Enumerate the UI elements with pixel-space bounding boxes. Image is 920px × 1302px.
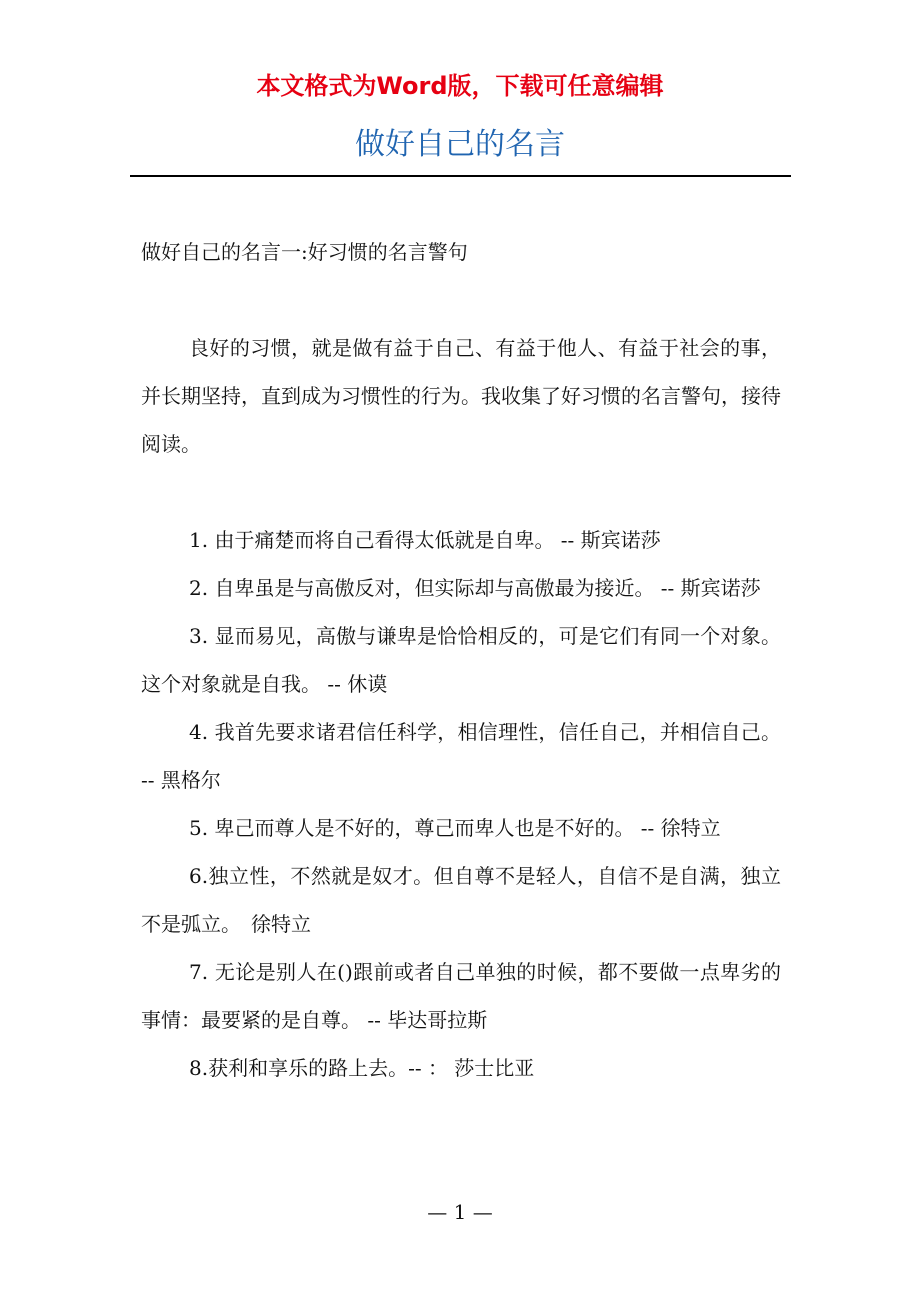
quote-item: 3. 显而易见，高傲与谦卑是恰恰相反的，可是它们有同一个对象。这个对象就是自我。 -- 休谟 — [141, 624, 781, 696]
quote-item: 7. 无论是别人在()跟前或者自己单独的时候，都不要做一点卑劣的事情：最要紧的是自尊。 -- 毕达哥拉斯 — [141, 960, 781, 1032]
format-notice: 本文格式为Word版，下载可任意编辑 — [256, 72, 664, 100]
page-title: 做好自己的名言 — [355, 127, 565, 162]
quote-item: 6.独立性，不然就是奴才。但自尊不是轻人，自信不是自满，独立不是弧立。 徐特立 — [141, 864, 781, 936]
section-heading: 做好自己的名言一:好习惯的名言警句 — [141, 240, 468, 264]
title-divider — [130, 175, 791, 177]
quote-item: 4. 我首先要求诸君信任科学，相信理性，信任自己，并相信自己。 -- 黑格尔 — [141, 720, 781, 792]
quote-item: 8.获利和享乐的路上去。-- ： 莎士比亚 — [189, 1056, 535, 1080]
quote-item: 2. 自卑虽是与高傲反对，但实际却与高傲最为接近。 -- 斯宾诺莎 — [189, 576, 761, 600]
quote-item: 1. 由于痛楚而将自己看得太低就是自卑。 -- 斯宾诺莎 — [189, 528, 661, 552]
page-number: — 1 — — [427, 1200, 493, 1224]
intro-paragraph: 良好的习惯，就是做有益于自己、有益于他人、有益于社会的事，并长期坚持，直到成为习惯性的行为。我收集了好习惯的名言警句，接待阅读。 — [141, 336, 781, 456]
document-body — [141, 228, 781, 1092]
quote-item: 5. 卑己而尊人是不好的，尊己而卑人也是不好的。 -- 徐特立 — [189, 816, 721, 840]
